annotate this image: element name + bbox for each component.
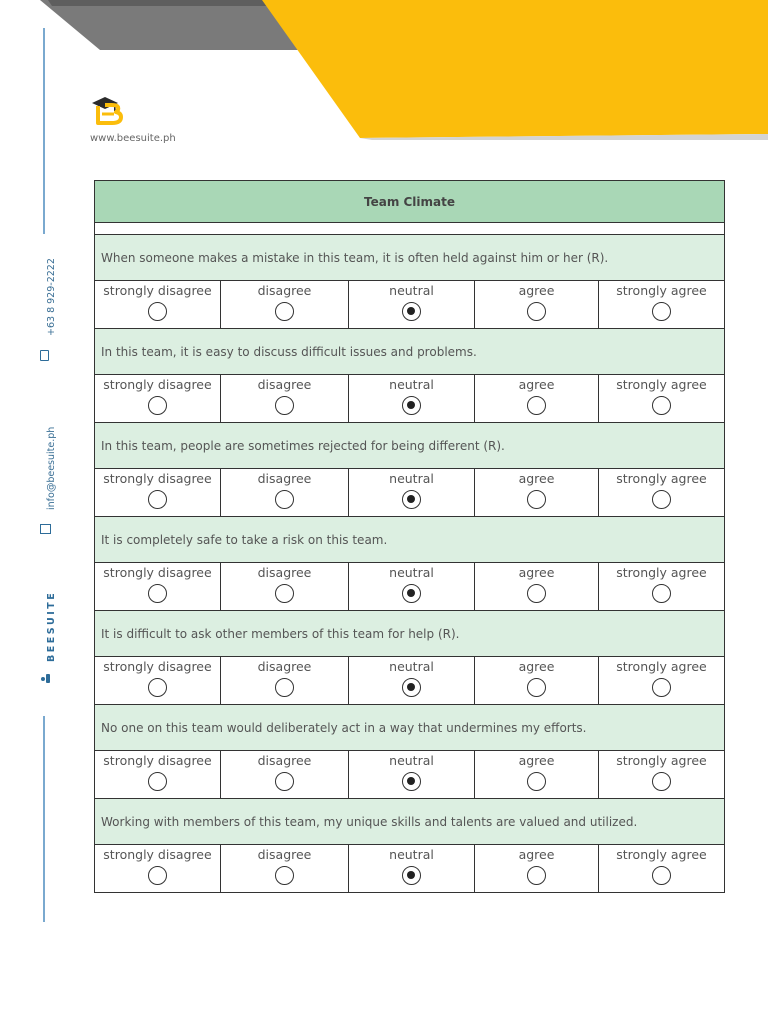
sidebar-brand: BEESUITE xyxy=(46,590,57,662)
answer-row xyxy=(95,375,725,423)
beesuite-logo-icon xyxy=(90,96,126,126)
answer-option[interactable] xyxy=(349,657,475,705)
answer-option-label: neutral xyxy=(389,847,434,862)
answer-option[interactable] xyxy=(599,845,725,893)
radio-button[interactable] xyxy=(652,490,671,509)
question-text: It is completely safe to take a risk on this team. xyxy=(95,517,725,563)
radio-button[interactable] xyxy=(652,678,671,697)
answer-option-label: agree xyxy=(518,471,555,486)
answer-option-label: disagree xyxy=(257,565,312,580)
answer-option[interactable] xyxy=(599,281,725,329)
radio-button[interactable] xyxy=(527,584,546,603)
team-climate-survey-table xyxy=(94,180,725,893)
question-row xyxy=(95,611,725,657)
answer-row xyxy=(95,657,725,705)
header-decoration xyxy=(0,0,768,150)
answer-option-label: strongly disagree xyxy=(103,753,212,768)
question-text: It is difficult to ask other members of this team for help (R). xyxy=(95,611,725,657)
answer-option[interactable] xyxy=(475,845,599,893)
answer-option[interactable] xyxy=(221,375,349,423)
question-text: In this team, it is easy to discuss difficult issues and problems. xyxy=(95,329,725,375)
question-row xyxy=(95,329,725,375)
answer-option-label: disagree xyxy=(257,847,312,862)
radio-button[interactable] xyxy=(275,490,294,509)
answer-option-label: neutral xyxy=(389,565,434,580)
answer-option-label: strongly agree xyxy=(616,753,707,768)
answer-option-label: neutral xyxy=(389,377,434,392)
sidebar-line-bottom xyxy=(43,716,45,922)
answer-option[interactable] xyxy=(221,845,349,893)
radio-button[interactable] xyxy=(652,396,671,415)
answer-option[interactable] xyxy=(95,657,221,705)
mail-icon xyxy=(40,524,51,534)
answer-option-label: strongly disagree xyxy=(103,565,212,580)
answer-option[interactable] xyxy=(221,657,349,705)
question-text: In this team, people are sometimes rejected for being different (R). xyxy=(95,423,725,469)
question-text: Working with members of this team, my unique skills and talents are valued and utilized. xyxy=(95,799,725,845)
radio-button[interactable] xyxy=(148,678,167,697)
survey-title: Team Climate xyxy=(95,181,725,223)
radio-button[interactable] xyxy=(527,396,546,415)
answer-option[interactable] xyxy=(349,845,475,893)
radio-button[interactable] xyxy=(148,302,167,321)
radio-button[interactable] xyxy=(527,866,546,885)
answer-row xyxy=(95,469,725,517)
radio-button[interactable] xyxy=(402,584,421,603)
question-row xyxy=(95,799,725,845)
answer-row xyxy=(95,751,725,799)
answer-option[interactable] xyxy=(349,751,475,799)
answer-option[interactable] xyxy=(95,281,221,329)
answer-option[interactable] xyxy=(475,751,599,799)
radio-button[interactable] xyxy=(275,772,294,791)
answer-option[interactable] xyxy=(599,751,725,799)
survey-title-row xyxy=(95,181,725,223)
radio-button[interactable] xyxy=(148,584,167,603)
header-gray-stripe xyxy=(48,0,270,6)
answer-option-label: agree xyxy=(518,377,555,392)
answer-option[interactable] xyxy=(221,281,349,329)
answer-option-label: strongly disagree xyxy=(103,471,212,486)
answer-option[interactable] xyxy=(95,469,221,517)
answer-option[interactable] xyxy=(599,469,725,517)
spacer-row xyxy=(95,223,725,235)
radio-button[interactable] xyxy=(652,772,671,791)
answer-option[interactable] xyxy=(599,375,725,423)
answer-option-label: strongly agree xyxy=(616,659,707,674)
radio-button[interactable] xyxy=(148,772,167,791)
radio-button[interactable] xyxy=(652,866,671,885)
answer-option[interactable] xyxy=(475,657,599,705)
answer-option[interactable] xyxy=(221,469,349,517)
question-row xyxy=(95,423,725,469)
radio-button[interactable] xyxy=(527,490,546,509)
answer-option-label: strongly disagree xyxy=(103,847,212,862)
header-yellow-band xyxy=(262,0,768,138)
sidebar-email[interactable]: info@beesuite.ph xyxy=(46,426,57,510)
answer-option-label: disagree xyxy=(257,753,312,768)
answer-option-label: disagree xyxy=(257,377,312,392)
question-row xyxy=(95,235,725,281)
radio-button[interactable] xyxy=(148,396,167,415)
answer-option[interactable] xyxy=(221,563,349,611)
answer-row xyxy=(95,281,725,329)
radio-button[interactable] xyxy=(148,866,167,885)
answer-option-label: agree xyxy=(518,283,555,298)
radio-button[interactable] xyxy=(275,396,294,415)
answer-option[interactable] xyxy=(349,469,475,517)
answer-option-label: strongly agree xyxy=(616,377,707,392)
answer-row xyxy=(95,845,725,893)
answer-option[interactable] xyxy=(221,751,349,799)
question-row xyxy=(95,705,725,751)
radio-button[interactable] xyxy=(527,772,546,791)
phone-icon xyxy=(40,350,49,361)
answer-option-label: disagree xyxy=(257,659,312,674)
answer-option-label: strongly disagree xyxy=(103,377,212,392)
answer-option[interactable] xyxy=(475,375,599,423)
radio-button[interactable] xyxy=(275,302,294,321)
answer-option-label: disagree xyxy=(257,471,312,486)
radio-button[interactable] xyxy=(402,396,421,415)
answer-option-label: strongly disagree xyxy=(103,659,212,674)
answer-option-label: strongly agree xyxy=(616,471,707,486)
radio-button[interactable] xyxy=(527,302,546,321)
radio-button[interactable] xyxy=(275,678,294,697)
answer-option-label: agree xyxy=(518,847,555,862)
answer-row xyxy=(95,563,725,611)
answer-option-label: neutral xyxy=(389,471,434,486)
question-text: No one on this team would deliberately act in a way that undermines my efforts. xyxy=(95,705,725,751)
answer-option-label: agree xyxy=(518,659,555,674)
answer-option[interactable] xyxy=(95,563,221,611)
answer-option[interactable] xyxy=(599,563,725,611)
radio-button[interactable] xyxy=(402,302,421,321)
radio-button[interactable] xyxy=(527,678,546,697)
answer-option-label: neutral xyxy=(389,659,434,674)
radio-button[interactable] xyxy=(275,866,294,885)
answer-option[interactable] xyxy=(349,563,475,611)
answer-option-label: strongly agree xyxy=(616,283,707,298)
answer-option-label: strongly agree xyxy=(616,847,707,862)
answer-option-label: strongly agree xyxy=(616,565,707,580)
answer-option-label: disagree xyxy=(257,283,312,298)
answer-option-label: agree xyxy=(518,753,555,768)
radio-button[interactable] xyxy=(402,490,421,509)
question-row xyxy=(95,517,725,563)
question-text: When someone makes a mistake in this team, it is often held against him or her (R). xyxy=(95,235,725,281)
answer-option[interactable] xyxy=(599,657,725,705)
answer-option[interactable] xyxy=(475,563,599,611)
answer-option[interactable] xyxy=(95,845,221,893)
answer-option[interactable] xyxy=(475,469,599,517)
answer-option[interactable] xyxy=(95,751,221,799)
radio-button[interactable] xyxy=(402,772,421,791)
radio-button[interactable] xyxy=(402,866,421,885)
radio-button[interactable] xyxy=(148,490,167,509)
answer-option[interactable] xyxy=(95,375,221,423)
answer-option-label: neutral xyxy=(389,283,434,298)
sidebar-line-top xyxy=(43,28,45,234)
radio-button[interactable] xyxy=(652,584,671,603)
answer-option-label: strongly disagree xyxy=(103,283,212,298)
answer-option[interactable] xyxy=(349,375,475,423)
website-url[interactable]: www.beesuite.ph xyxy=(90,133,176,144)
bee-icon xyxy=(40,672,52,684)
sidebar-phone[interactable]: +63 8 929-2222 xyxy=(46,258,57,336)
answer-option[interactable] xyxy=(475,281,599,329)
radio-button[interactable] xyxy=(402,678,421,697)
radio-button[interactable] xyxy=(275,584,294,603)
radio-button[interactable] xyxy=(652,302,671,321)
answer-option-label: agree xyxy=(518,565,555,580)
answer-option[interactable] xyxy=(349,281,475,329)
answer-option-label: neutral xyxy=(389,753,434,768)
